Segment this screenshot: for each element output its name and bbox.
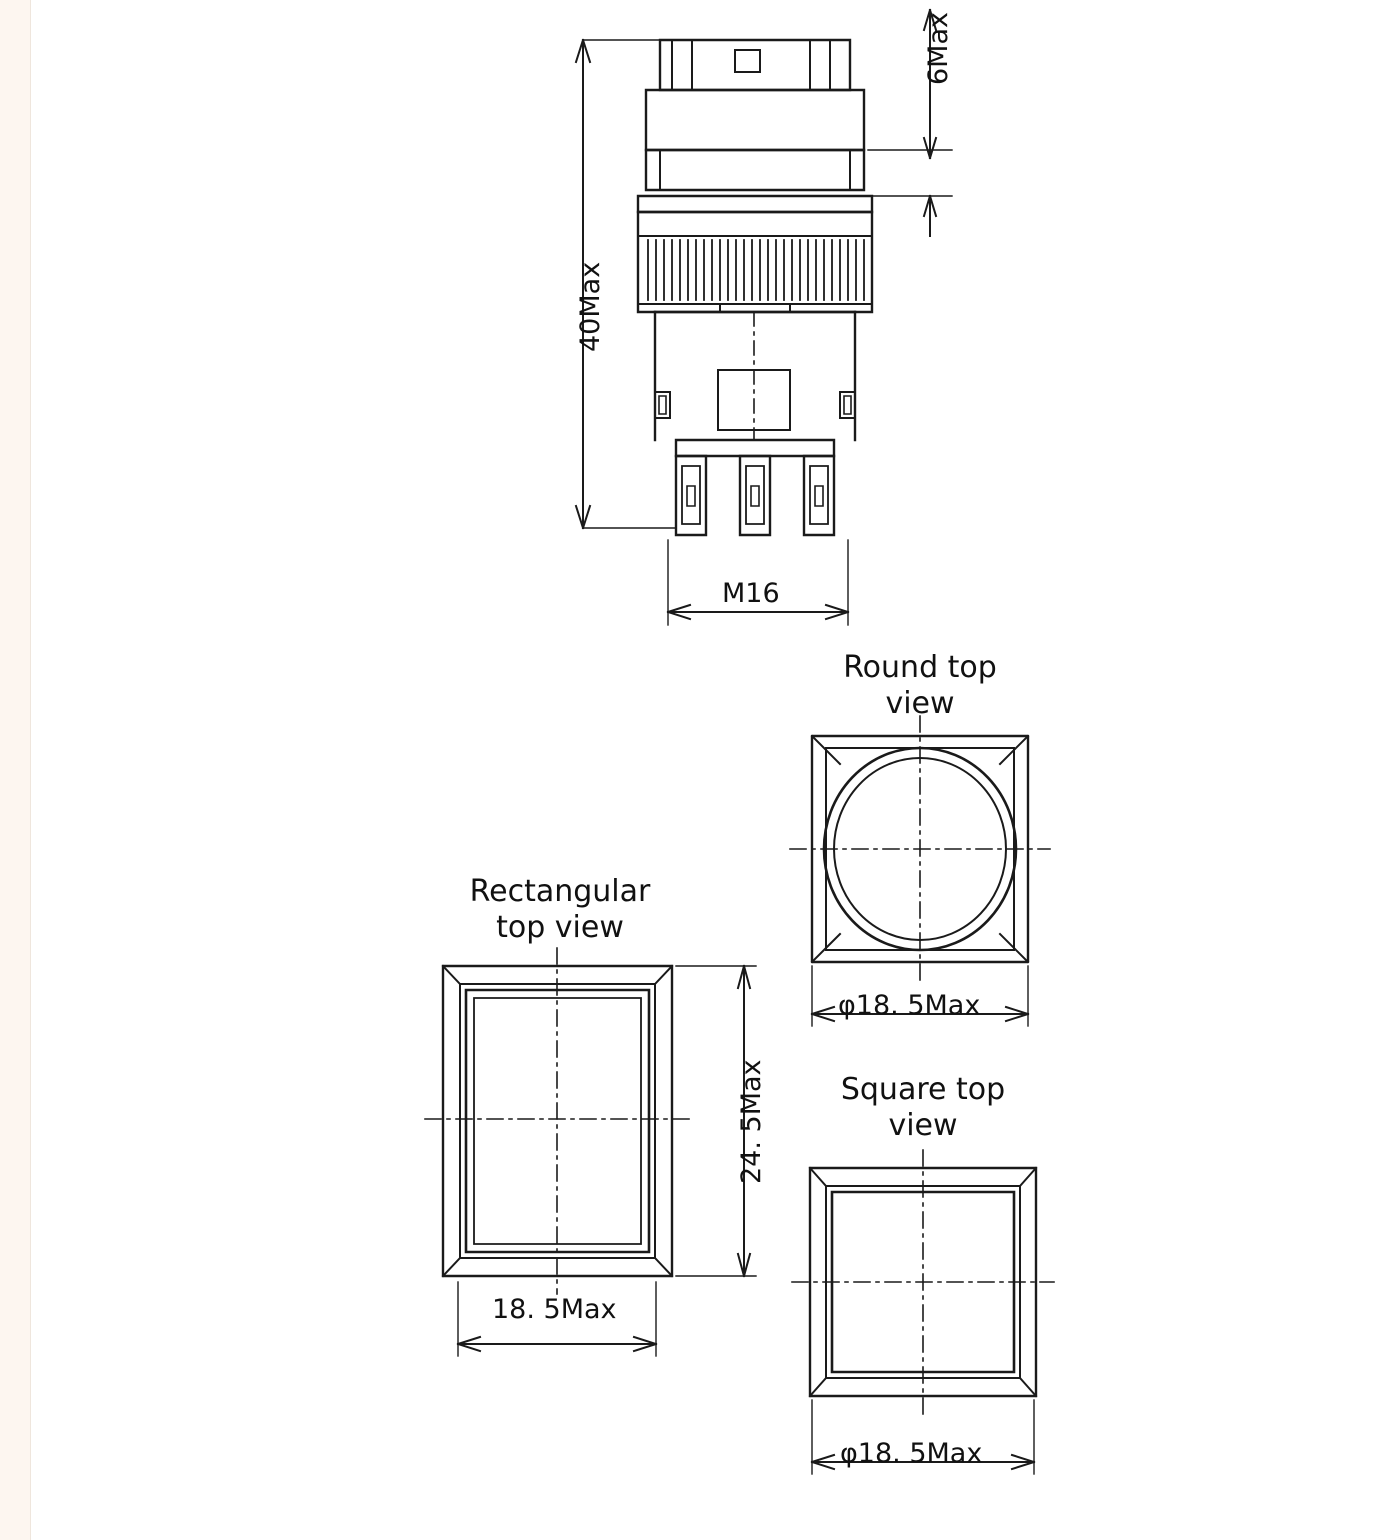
dimension-label-rect-width: 18. 5Max xyxy=(492,1294,617,1325)
square-top-view-group xyxy=(792,1150,1054,1474)
button-cap-outline xyxy=(660,40,850,90)
barrel-sides xyxy=(655,312,855,440)
button-collar xyxy=(646,150,864,190)
button-cap-detail xyxy=(735,50,760,72)
side-view-group xyxy=(576,10,952,625)
dimension-label-6max: 6Max xyxy=(923,12,954,85)
knurled-nut-body xyxy=(638,212,872,312)
rectangular-top-view-title-line2: top view xyxy=(496,910,624,945)
round-top-view-title-line2: view xyxy=(885,686,955,721)
terminal-base-plate xyxy=(676,440,834,456)
round-top-view-group xyxy=(790,716,1050,1026)
knurl-hatch xyxy=(648,240,864,300)
round-top-view-title-line1: Round top xyxy=(843,650,997,685)
square-top-view-title-line2: view xyxy=(888,1108,958,1143)
dimension-label-rect-height: 24. 5Max xyxy=(736,1059,767,1184)
dimension-label-m16: M16 xyxy=(722,578,780,609)
rectangular-top-view-title-line1: Rectangular xyxy=(469,874,651,909)
button-upper-body xyxy=(646,90,864,150)
terminal-blades xyxy=(676,456,834,535)
square-top-view-title-line1: Square top xyxy=(840,1072,1006,1107)
dimension-label-40max: 40Max xyxy=(575,261,606,352)
button-bezel xyxy=(638,196,872,212)
dimension-label-square-width: φ18. 5Max xyxy=(840,1438,983,1469)
dimension-label-round-diameter: φ18. 5Max xyxy=(838,990,981,1021)
